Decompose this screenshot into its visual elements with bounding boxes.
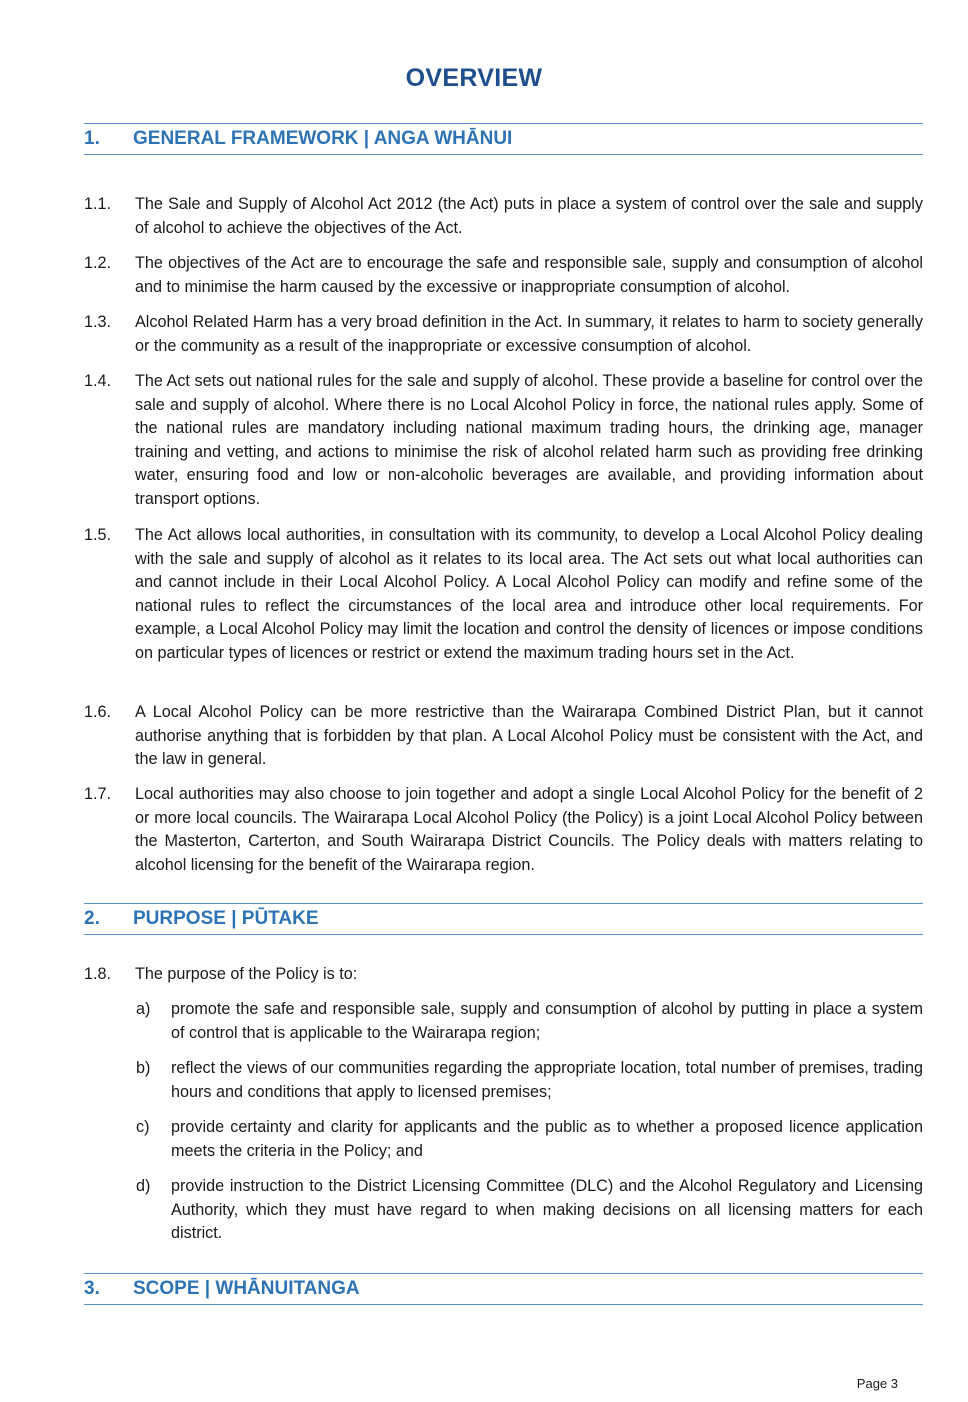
paragraph-number: 1.3. bbox=[84, 313, 112, 331]
paragraph-number: 1.8. bbox=[84, 965, 112, 983]
list-item-text: provide certainty and clarity for applicants and the public as to whether a proposed licence application meets the criteria in the Policy; and bbox=[171, 1118, 923, 1160]
paragraph-1-3 bbox=[84, 311, 923, 358]
paragraph-number: 1.6. bbox=[84, 703, 112, 721]
paragraph-1-1 bbox=[84, 193, 923, 240]
section-number: 2. bbox=[84, 908, 100, 929]
paragraph-1-6 bbox=[84, 701, 923, 772]
paragraph-text: Alcohol Related Harm has a very broad definition in the Act. In summary, it relates to harm to society generally or the community as a result of the inappropriate or excessive consumption of alcohol. bbox=[135, 313, 923, 355]
list-item-text: reflect the views of our communities regarding the appropriate location, total number of premises, trading hours and conditions that apply to licensed premises; bbox=[171, 1059, 923, 1101]
section-title: GENERAL FRAMEWORK | ANGA WHĀNUI bbox=[133, 128, 513, 149]
paragraph-text: A Local Alcohol Policy can be more restrictive than the Wairarapa Combined District Plan, but it cannot authorise anything that is forbidden by that plan. A Local Alcohol Policy must be consistent with the Act, and the law in general. bbox=[135, 703, 923, 769]
paragraph-text: The Act sets out national rules for the sale and supply of alcohol. These provide a baseline for control over the sale and supply of alcohol. Where there is no Local Alcohol Policy in force, the national rules apply. Some of the national rules are mandatory including national maximum trading hours, the drinking age, manager training and vetting, and actions to minimise the risk of alcohol related harm such as providing free drinking water, ensuring food and low or non-alcoholic beverages are available, and providing information about transport options. bbox=[135, 372, 923, 508]
paragraph-number: 1.7. bbox=[84, 785, 112, 803]
purpose-item-b bbox=[136, 1057, 923, 1104]
list-letter: b) bbox=[136, 1059, 151, 1077]
section-header-general-framework bbox=[84, 123, 923, 155]
paragraph-1-8 bbox=[84, 963, 923, 987]
paragraph-1-4 bbox=[84, 370, 923, 512]
section-title: PURPOSE | PŪTAKE bbox=[133, 908, 319, 929]
purpose-item-c bbox=[136, 1116, 923, 1163]
section-header-purpose bbox=[84, 903, 923, 935]
list-letter: a) bbox=[136, 1000, 151, 1018]
paragraph-1-7 bbox=[84, 783, 923, 877]
list-letter: d) bbox=[136, 1177, 151, 1195]
page-title: OVERVIEW bbox=[405, 64, 543, 92]
paragraph-number: 1.1. bbox=[84, 195, 112, 213]
paragraph-text: The Sale and Supply of Alcohol Act 2012 (the Act) puts in place a system of control over the sale and supply of alcohol to achieve the objectives of the Act. bbox=[135, 195, 923, 237]
list-letter: c) bbox=[136, 1118, 150, 1136]
paragraph-1-2 bbox=[84, 252, 923, 299]
section-title: SCOPE | WHĀNUITANGA bbox=[133, 1278, 360, 1299]
paragraph-1-5 bbox=[84, 524, 923, 666]
paragraph-text: Local authorities may also choose to join together and adopt a single Local Alcohol Policy for the benefit of 2 or more local councils. The Wairarapa Local Alcohol Policy (the Policy) is a joint Local Alcohol Policy between the Masterton, Carterton, and South Wairarapa District Councils. The Policy deals with matters relating to alcohol licensing for the benefit of the Wairarapa region. bbox=[135, 785, 923, 874]
paragraph-number: 1.5. bbox=[84, 526, 112, 544]
purpose-item-a bbox=[136, 998, 923, 1045]
paragraph-text: The purpose of the Policy is to: bbox=[135, 965, 358, 983]
section-header-scope bbox=[84, 1273, 923, 1305]
section-number: 1. bbox=[84, 128, 100, 149]
paragraph-number: 1.2. bbox=[84, 254, 112, 272]
page-number: Page 3 bbox=[856, 1376, 898, 1391]
paragraph-text: The objectives of the Act are to encourage the safe and responsible sale, supply and consumption of alcohol and to minimise the harm caused by the excessive or inappropriate consumption of alcohol. bbox=[135, 254, 923, 296]
section-number: 3. bbox=[84, 1278, 100, 1299]
list-item-text: promote the safe and responsible sale, supply and consumption of alcohol by putting in place a system of control that is applicable to the Wairarapa region; bbox=[171, 1000, 923, 1042]
paragraph-text: The Act allows local authorities, in consultation with its community, to develop a Local Alcohol Policy dealing with the sale and supply of alcohol as it relates to its local area. The Act sets out what local authorities can and cannot include in their Local Alcohol Policy. A Local Alcohol Policy can modify and refine some of the national rules to reflect the circumstances of the local area and introduce other local requirements. For example, a Local Alcohol Policy may limit the location and control the density of licences or impose conditions on particular types of licences or restrict or extend the maximum trading hours set in the Act. bbox=[135, 526, 923, 662]
list-item-text: provide instruction to the District Licensing Committee (DLC) and the Alcohol Regulatory and Licensing Authority, which they must have regard to when making decisions on all licensing matters for each district. bbox=[171, 1177, 923, 1243]
purpose-item-d bbox=[136, 1175, 923, 1246]
paragraph-number: 1.4. bbox=[84, 372, 112, 390]
